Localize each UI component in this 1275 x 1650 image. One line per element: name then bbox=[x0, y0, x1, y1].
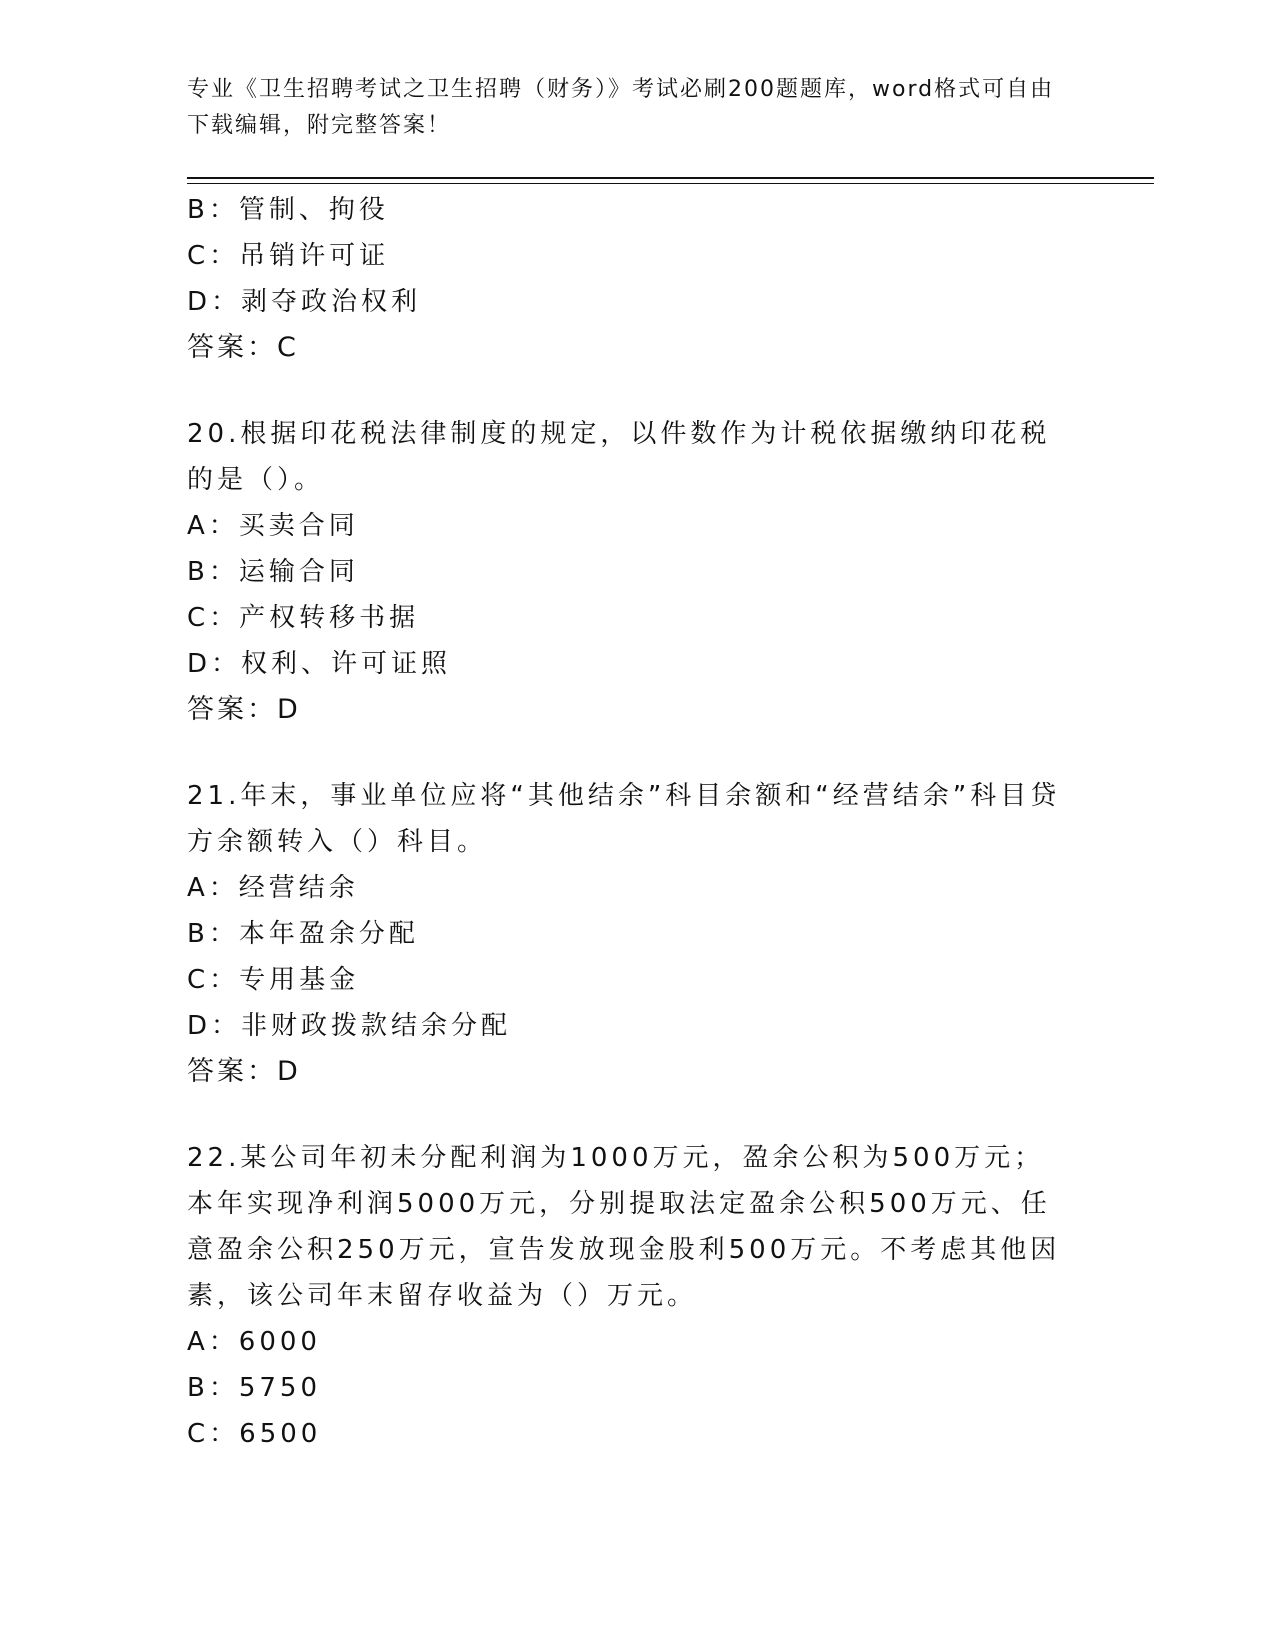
option-b: B：5750 bbox=[187, 1373, 322, 1403]
option-a: A：经营结余 bbox=[187, 873, 359, 903]
answer-label: 答案：C bbox=[187, 332, 299, 363]
answer-label: 答案：D bbox=[187, 1056, 301, 1087]
question-20 bbox=[187, 411, 1067, 733]
option-c: C：6500 bbox=[187, 1419, 322, 1449]
option-c: C：产权转移书据 bbox=[187, 603, 420, 633]
question-21 bbox=[187, 773, 1067, 1095]
question-content bbox=[187, 187, 1067, 1457]
option-d: D：权利、许可证照 bbox=[187, 649, 452, 679]
header-divider-thick bbox=[187, 177, 1154, 179]
answer-label: 答案：D bbox=[187, 694, 301, 725]
question-stem: 22.某公司年初未分配利润为1000万元，盈余公积为500万元；本年实现净利润5000万元，分别提取法定盈余公积500万元、任意盈余公积250万元，宣告发放现金股利500万元。不考虑其他因素，该公司年末留存收益为（）万元。 bbox=[187, 1143, 1061, 1311]
question-stem: 21.年末，事业单位应将“其他结余”科目余额和“经营结余”科目贷方余额转入（）科目。 bbox=[187, 781, 1061, 857]
question-22 bbox=[187, 1135, 1067, 1457]
document-header: 专业《卫生招聘考试之卫生招聘（财务）》考试必刷200题题库，word格式可自由下载编辑，附完整答案！ bbox=[187, 77, 1055, 138]
option-d: D：剥夺政治权利 bbox=[187, 287, 422, 317]
question-19 bbox=[187, 187, 1067, 371]
option-d: D：非财政拨款结余分配 bbox=[187, 1011, 512, 1041]
option-a: A：买卖合同 bbox=[187, 511, 359, 541]
option-b: B：本年盈余分配 bbox=[187, 919, 419, 949]
header-divider-thin bbox=[187, 183, 1154, 184]
option-b: B：运输合同 bbox=[187, 557, 359, 587]
option-c: C：吊销许可证 bbox=[187, 241, 390, 271]
option-b: B：管制、拘役 bbox=[187, 195, 389, 225]
option-c: C：专用基金 bbox=[187, 965, 360, 995]
option-a: A：6000 bbox=[187, 1327, 321, 1357]
question-stem: 20.根据印花税法律制度的规定，以件数作为计税依据缴纳印花税的是（）。 bbox=[187, 419, 1051, 495]
